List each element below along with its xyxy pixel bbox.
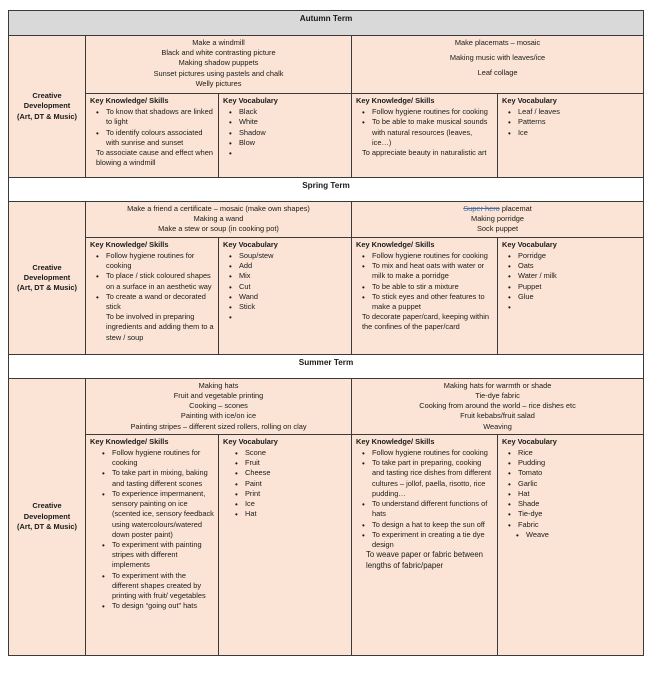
spring-left-vocab: Key Vocabulary • Soup/stew • Add • Mix • Cut • Wand • Stick • bbox=[219, 237, 352, 354]
skill-text: To be involved in preparing ingredients and adding them to a stew / soup bbox=[106, 312, 214, 342]
spring-area-label: Creative Development (Art, DT & Music) bbox=[9, 202, 86, 355]
list-item: • To understand different functions of hats bbox=[372, 499, 493, 519]
list-item: • Scone bbox=[245, 448, 347, 458]
list-item: • Soup/stew bbox=[239, 251, 347, 261]
list-item bbox=[239, 148, 347, 158]
list-item: • To design “going out” hats bbox=[112, 601, 214, 611]
list-item: • Follow hygiene routines for cooking bbox=[372, 448, 493, 458]
autumn-left-activities: Make a windmill Black and white contrasting picture Making shadow puppets Sunset pictures using pastels and chalk Welly pictures bbox=[86, 36, 352, 94]
list-item: • Ice bbox=[245, 499, 347, 509]
summer-right-activities: Making hats for warmth or shade Tie-dye fabric Cooking from around the world – rice dishes etc Fruit kebabs/fruit salad Weaving bbox=[352, 378, 644, 434]
list-item: • Paint bbox=[245, 479, 347, 489]
summer-left-vocab: Key Vocabulary • Scone • Fruit • Cheese • Paint • Print • Ice • Hat bbox=[219, 434, 352, 655]
list-item: • Cut bbox=[239, 282, 347, 292]
summer-left-activities: Making hats Fruit and vegetable printing Cooking – scones Painting with ice/on ice Painting stripes – different sized rollers, rolling on clay bbox=[86, 378, 352, 434]
list-item: • Fruit bbox=[245, 458, 347, 468]
list-item: • Follow hygiene routines for cooking bbox=[372, 107, 493, 117]
list-item: • Black bbox=[239, 107, 347, 117]
list-item: • Tie-dye bbox=[518, 509, 639, 519]
list-item: • Follow hygiene routines for cooking bbox=[106, 251, 214, 271]
skill-text: To appreciate beauty in naturalistic art bbox=[362, 148, 487, 158]
autumn-term-heading: Autumn Term bbox=[9, 11, 644, 36]
list-item: • Cheese bbox=[245, 468, 347, 478]
list-item: • To experience impermanent, sensory painting on ice (scented ice, sensory feedback using watercolours/watered down poster paint) bbox=[112, 489, 214, 540]
spring-term-heading: Spring Term bbox=[9, 178, 644, 202]
list-item: • To experiment in creating a tie dye design bbox=[372, 530, 493, 550]
list-item: • Ice bbox=[518, 128, 639, 138]
list-item: • Puppet bbox=[518, 282, 639, 292]
skill-text: To associate cause and effect when blowing a windmill bbox=[96, 148, 213, 168]
autumn-left-skills: Key Knowledge/ Skills • To know that shadows are linked to light • To identify colours associated with sunrise and sunset To associate cause and effect when blowing a windmill bbox=[86, 94, 219, 178]
list-item: • Fabric bbox=[518, 520, 639, 530]
list-item: • Mix bbox=[239, 271, 347, 281]
list-item: • Pudding bbox=[518, 458, 639, 468]
spring-left-activities: Make a friend a certificate – mosaic (make own shapes) Making a wand Make a stew or soup (in cooking pot) bbox=[86, 202, 352, 238]
list-item: • Shade bbox=[518, 499, 639, 509]
summer-left-skills: Key Knowledge/ Skills • Follow hygiene routines for cooking • To take part in mixing, baking and tasting different scones • To experience impermanent, sensory painting on ice (scented ice, sensory feedback using watercolours/watered down poster paint) • To experiment with painting stripes with different implements • To experiment with the different shapes created by printing with fruit/ vegetables • To design “going out” hats bbox=[86, 434, 219, 655]
list-item: • To take part in preparing, cooking and tasting rice dishes from different cultures – jollof, paella, risotto, rice pudding… bbox=[372, 458, 493, 499]
list-item: • Leaf / leaves bbox=[518, 107, 639, 117]
summer-term-heading: Summer Term bbox=[9, 354, 644, 378]
list-item: • Stick bbox=[239, 302, 347, 312]
list-item: • Print bbox=[245, 489, 347, 499]
list-item: • To identify colours associated with sunrise and sunset bbox=[106, 128, 214, 148]
list-item: • Glue bbox=[518, 292, 639, 302]
skill-text: To decorate paper/card, keeping within the confines of the paper/card bbox=[362, 312, 489, 332]
spring-right-vocab: Key Vocabulary • Porridge • Oats • Water / milk • Puppet • Glue • bbox=[498, 237, 644, 354]
list-item: • White bbox=[239, 117, 347, 127]
skill-text: To weave paper or fabric between lengths of fabric/paper bbox=[366, 550, 484, 570]
list-item: • Rice bbox=[518, 448, 639, 458]
list-item: • Wand bbox=[239, 292, 347, 302]
autumn-right-activities: Make placemats – mosaic Making music with leaves/ice Leaf collage bbox=[352, 36, 644, 94]
list-item: • Follow hygiene routines for cooking bbox=[372, 251, 493, 261]
spring-left-skills: Key Knowledge/ Skills • Follow hygiene routines for cooking • To place / stick coloured shapes on a surface in an aesthetic way • To create a wand or decorated stick To be involved in preparing ingredients and adding them to a stew / soup bbox=[86, 237, 219, 354]
list-item: • Add bbox=[239, 261, 347, 271]
list-item: • To mix and heat oats with water or milk to make a porridge bbox=[372, 261, 493, 281]
autumn-right-skills: Key Knowledge/ Skills • Follow hygiene routines for cooking • To be able to make musical sounds with natural resources (leaves, ice…) To appreciate beauty in naturalistic art bbox=[352, 94, 498, 178]
list-item: • Water / milk bbox=[518, 271, 639, 281]
summer-right-skills: Key Knowledge/ Skills • Follow hygiene routines for cooking • To take part in preparing, cooking and tasting rice dishes from different cultures – jollof, paella, risotto, rice pudding… • To understand different functions of hats • To design a hat to keep the sun off • To experiment in creating a tie dye design To weave paper or fabric between lengths of fabric/paper bbox=[352, 434, 498, 655]
curriculum-table bbox=[8, 10, 644, 656]
list-item: • To design a hat to keep the sun off bbox=[372, 520, 493, 530]
struck-text: Super hero bbox=[463, 204, 500, 213]
list-item: • Patterns bbox=[518, 117, 639, 127]
list-item: • Hat bbox=[518, 489, 639, 499]
list-item: • Porridge bbox=[518, 251, 639, 261]
list-item: • Shadow bbox=[239, 128, 347, 138]
list-item: • Weave bbox=[526, 530, 639, 540]
list-item: • To place / stick coloured shapes on a surface in an aesthetic way bbox=[106, 271, 214, 291]
list-item: • To take part in mixing, baking and tasting different scones bbox=[112, 468, 214, 488]
list-item: • To experiment with painting stripes with different implements bbox=[112, 540, 214, 571]
list-item: • Garlic bbox=[518, 479, 639, 489]
autumn-right-vocab: Key Vocabulary • Leaf / leaves • Patterns • Ice bbox=[498, 94, 644, 178]
summer-area-label: Creative Development (Art, DT & Music) bbox=[9, 378, 86, 655]
list-item bbox=[518, 302, 639, 312]
list-item: • To experiment with the different shapes created by printing with fruit/ vegetables bbox=[112, 571, 214, 602]
spring-right-activities: Super hero placemat Making porridge Sock puppet bbox=[352, 202, 644, 238]
list-item: • To know that shadows are linked to light bbox=[106, 107, 214, 127]
list-item: • Hat bbox=[245, 509, 347, 519]
list-item: • Oats bbox=[518, 261, 639, 271]
summer-right-vocab: Key Vocabulary • Rice • Pudding • Tomato • Garlic • Hat • Shade • Tie-dye • Fabric • Weave bbox=[498, 434, 644, 655]
list-item: • To create a wand or decorated stick bbox=[106, 292, 214, 312]
list-item: • To be able to make musical sounds with natural resources (leaves, ice…) bbox=[372, 117, 493, 148]
list-item: • Follow hygiene routines for cooking bbox=[112, 448, 214, 468]
autumn-area-label: Creative Development (Art, DT & Music) bbox=[9, 36, 86, 178]
list-item: • Tomato bbox=[518, 468, 639, 478]
list-item: • To be able to stir a mixture bbox=[372, 282, 493, 292]
list-item: • Blow bbox=[239, 138, 347, 148]
list-item bbox=[239, 312, 347, 322]
list-item: • To stick eyes and other features to make a puppet bbox=[372, 292, 493, 312]
spring-right-skills: Key Knowledge/ Skills • Follow hygiene routines for cooking • To mix and heat oats with water or milk to make a porridge • To be able to stir a mixture • To stick eyes and other features to make a puppet To decorate paper/card, keeping within the confines of the paper/card bbox=[352, 237, 498, 354]
autumn-left-vocab: Key Vocabulary • Black • White • Shadow • Blow • bbox=[219, 94, 352, 178]
